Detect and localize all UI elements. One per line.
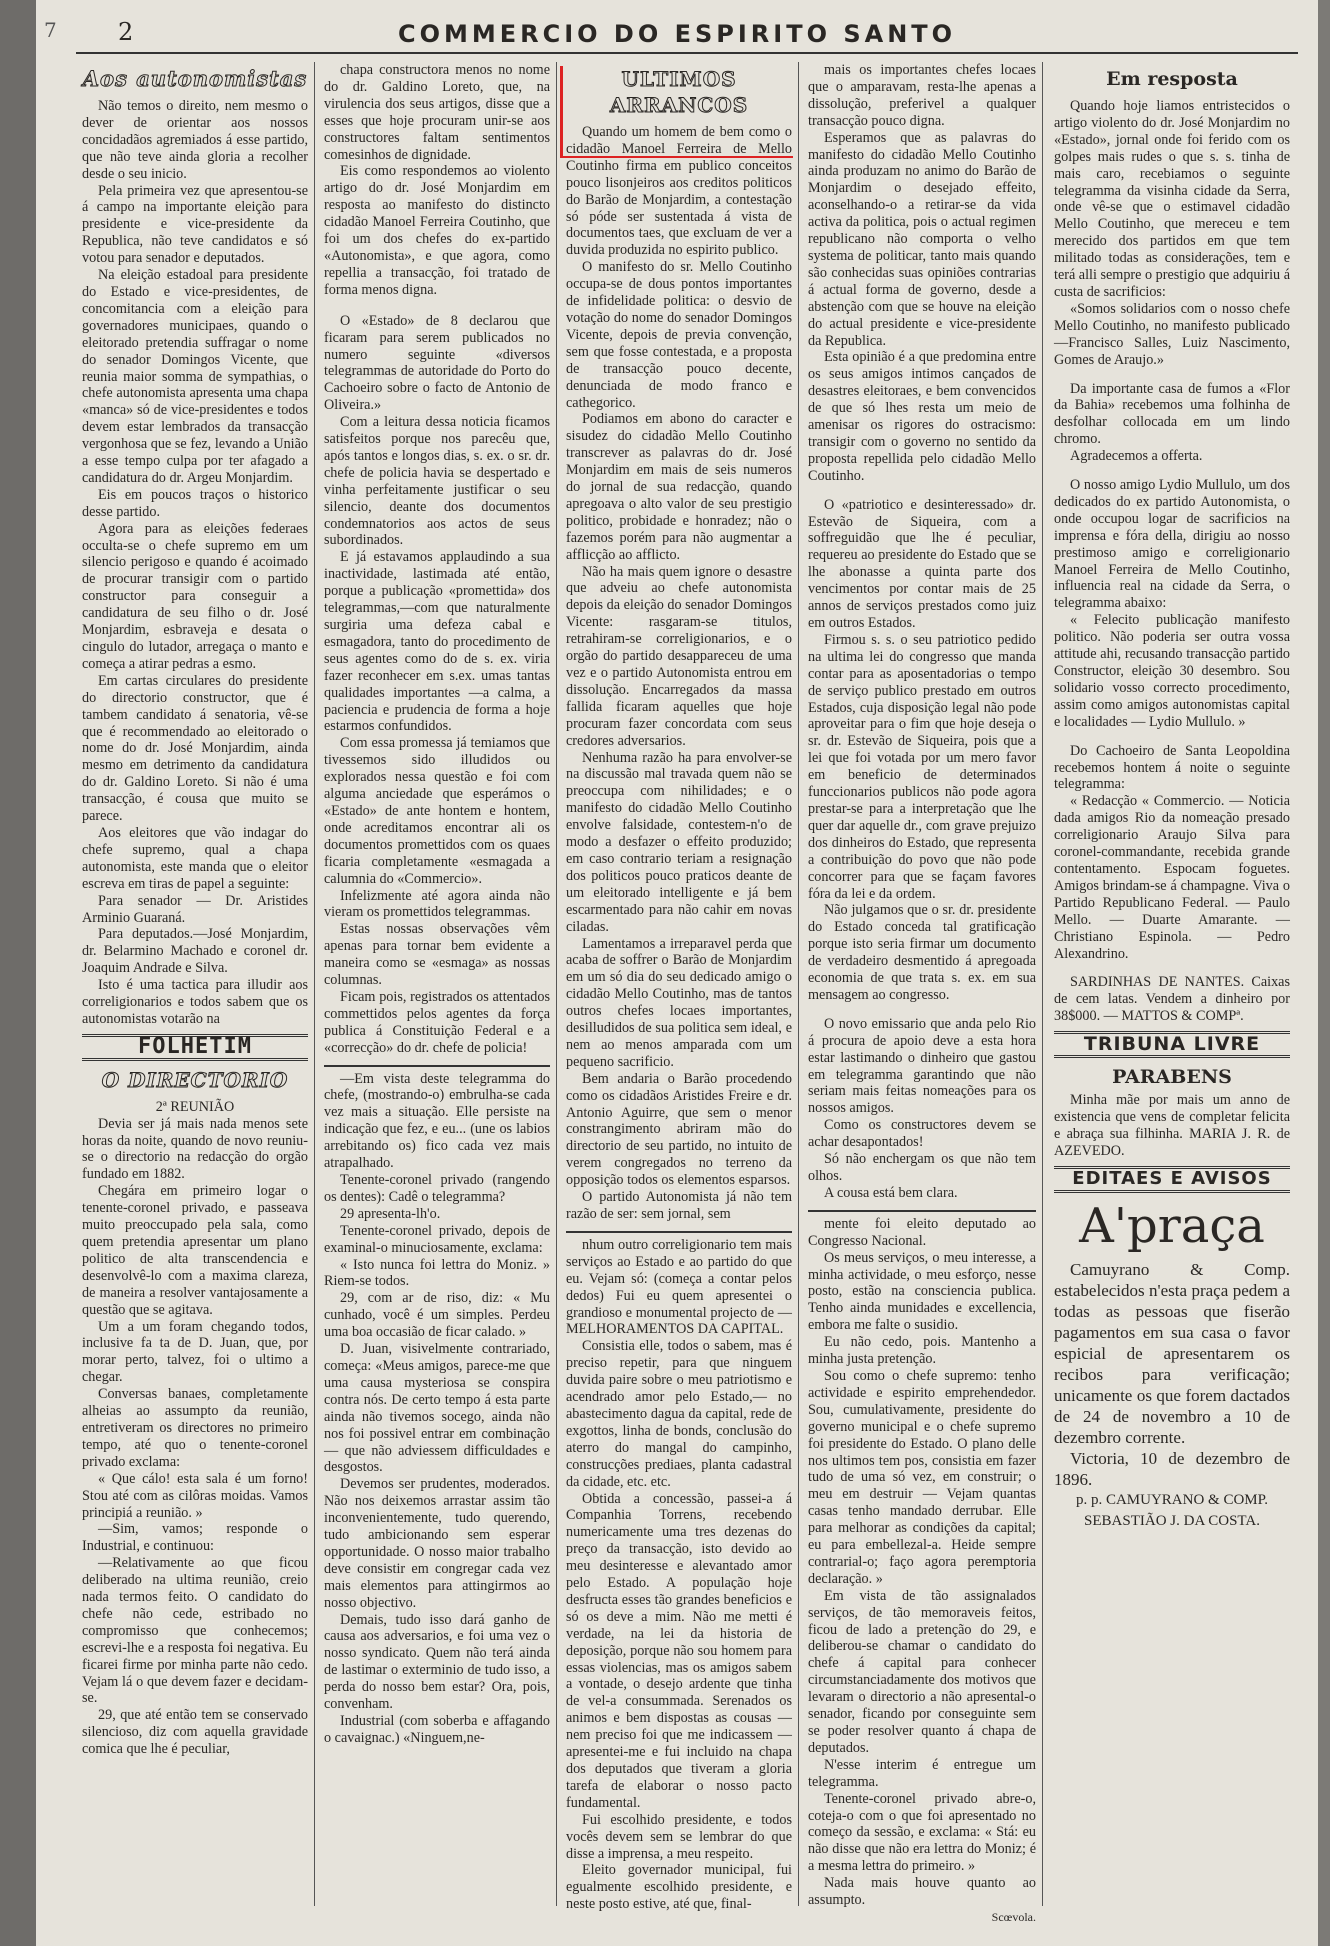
signature: Scœvola.: [991, 1909, 1036, 1924]
paragraph: Quando um homem de bem como o cidadão Manoel Ferreira de Mello Coutinho firma em publico conceitos pouco lisonjeiros aos creditos politicos do Barão de Monjardim, a contestação só póde ser sustentada á vista de documentos taes, que excluam de ver a duvida produzida no espirito publico.: [566, 124, 792, 259]
paragraph: N'esse interim é entregue um telegramma.: [808, 1756, 1036, 1790]
scan-margin: [0, 0, 36, 1946]
paragraph: Devemos ser prudentes, moderados. Não nos deixemos arrastar assim tão inconvenientemente, tudo querendo, tudo ambicionando sem esperar opportunidade. O nosso maior trabalho deve consistir em congregar cada vez mais elementos para attingirmos ao nosso objectivo.: [324, 1476, 550, 1611]
masthead: [36, 6, 1318, 54]
paragraph: Do Cachoeiro de Santa Leopoldina recebemos hontem á noite o seguinte telegramma:: [1054, 742, 1290, 793]
paragraph: Tenente-coronel privado, depois de examinal-o minuciosamente, exclama:: [324, 1222, 550, 1256]
paragraph: Os meus serviços, o meu interesse, a minha actividade, o meu esforço, nesse posto, estão na consciencia publica. Tenho ainda munidades e excellencia, embora me falte o susidio.: [808, 1249, 1036, 1334]
ad-text: Camuyrano & Comp. estabelecidos n'esta praça pedem a todas as pessoas que fiserão pagamentos em sua casa o favor espicial de apresentarem os recibos para verificação; unicamente os que forem dactados de 24 de novembro a 10 de dezembro corrente.: [1054, 1259, 1290, 1447]
paragraph: Quando hoje liamos entristecidos o artigo violento do dr. José Monjardim no «Estado», jornal onde foi ferido com os golpes mais rudes o que s. s. tinha de mais caro, recebiamos o seguinte telegramma da visinha cidade da Serra, onde vê-se que o estimavel cidadão Mello Coutinho, que mereceu e tem merecido dos partidos em que tem militado todas as considerações, tem e terá alli sempre o prestigio que adquiriu á custa de sacrificios:: [1054, 98, 1290, 300]
folhetim-label: FOLHETIM: [82, 1034, 308, 1061]
paragraph: O manifesto do sr. Mello Coutinho occupa-se de dous pontos importantes de infidelidade politica: o desvio de votação do nome do senador Domingos Vicente, depois de previa convenção, sem que fosse contestada, e a proposta de transacção pouco decente, denunciada de modo franco e cathegorico.: [566, 259, 792, 411]
paragraph: Eis em poucos traços o historico desse partido.: [82, 486, 308, 520]
paragraph: Na eleição estadoal para presidente do Estado e vice-presidentes, de concomitancia com a eleição para governadores municipaes, quando o eleitorado pretendia suffragar o nome do senador Domingos Vicente, que reunia maior somma de sympathias, o chefe autonomista apresenta uma chapa «manca» só de vice-presidentes e todos devem estar lembrados da transacção vergonhosa que se fez, levando a União a esse tempo culpa por ter afagado a candidatura do dr. Argeu Monjardim.: [82, 267, 308, 486]
paragraph: « Isto nunca foi lettra do Moniz. » Riem-se todos.: [324, 1256, 550, 1290]
paragraph: 29, com ar de riso, diz: « Mu cunhado, você é um simples. Perdeu uma boa occasião de ficar calado. »: [324, 1290, 550, 1341]
column-3: [560, 62, 798, 1913]
folhetim-title: O DIRECTORIO: [101, 1067, 289, 1092]
paragraph: Em vista de tão assignalados serviços, de tão memoraveis feitos, ficou de lado a pretenção do 29, e deliberou-se chamar o candidato do chefe á capital para conhecer circumstanciadamente dos motivos que levaram o directorio a não apresental-o senador, ficando por conseguinte sem se poder resolver quanto á chapa de deputados.: [808, 1587, 1036, 1756]
paragraph: Minha mãe por mais um anno de existencia que vens de completar felicita e abraça sua filhinha. MARIA J. R. de AZEVEDO.: [1054, 1092, 1290, 1159]
paragraph: Em cartas circulares do presidente do directorio constructor, que é tambem candidato á senatoria, vê-se que é recommendado ao eleitorado o nome do dr. José Monjardim, ainda mesmo em detrimento da candidatura do dr. Galdino Loreto. Si não é uma transacção, é cousa que muito se parece.: [82, 672, 308, 825]
paragraph: Não temos o direito, nem mesmo o dever de orientar aos nossos concidadãos agremiados á esse partido, que não teve ainda gloria a recolher desde o seu inicio.: [82, 98, 308, 182]
newspaper-title: COMMERCIO DO ESPIRITO SANTO: [397, 20, 957, 48]
paragraph: Aos eleitores que vão indagar do chefe supremo, qual a chapa autonomista, este manda que o eleitor escreva em tiras de papel a seguinte:: [82, 824, 308, 892]
paragraph: A cousa está bem clara.: [824, 1184, 958, 1201]
paragraph: Da importante casa de fumos a «Flor da Bahia» recebemos uma folhinha de desfolhar collocada em um lindo chromo.: [1054, 380, 1290, 448]
paragraph: Bem andaria o Barão procedendo como os cidadãos Aristides Freire e dr. Antonio Aguirre, que sem o menor constrangimento abriram mão do directorio de seu partido, no intuito de verem congregados no terreno da opposição todos os elementos esparsos.: [566, 1070, 792, 1189]
paragraph: D. Juan, visivelmente contrariado, começa: «Meus amigos, parece-me que uma causa mysteriosa se conspira contra nós. De certo tempo á esta parte ainda não tivemos socego, ainda não nos foi possivel entrar em combinação — que não adviessem difficuldades e desgostos.: [324, 1341, 550, 1476]
header-rule: [76, 52, 1298, 54]
paragraph: O nosso amigo Lydio Mullulo, um dos dedicados do ex partido Autonomista, o onde occupou logar de sacrificios na imprensa e fóra della, dirigiu ao nosso prestimoso amigo e correligionario Manoel Ferreira de Mello Coutinho, influencia real na cidade da Serra, o telegramma abaixo:: [1054, 477, 1290, 612]
paragraph: 29, que até então tem se conservado silencioso, diz com aquella gravidade comica que lhe é peculiar,: [82, 1707, 308, 1758]
paragraph: Chegára em primeiro logar o tenente-coronel privado, e passeava muito preoccupado pela sala, como quem pretendia apresentar um plano politico de alta transcendencia e desenvolvê-lo com a maxima clareza, de maneira a resolver vantajosamente a questão que se agitava.: [82, 1183, 308, 1318]
paragraph: Devia ser já mais nada menos sete horas da noite, quando de novo reuniu-se o directorio na redacção do orgão fundado em 1882.: [82, 1115, 308, 1183]
paragraph: Não julgamos que o sr. dr. presidente do Estado conceda tal gratificação porque isto seria firmar um documento de verdadeiro desmentido á apregoada economia de que trata s. ex. em sua mensagem ao congresso.: [808, 902, 1036, 1003]
margin-mark: 7: [44, 18, 57, 42]
paragraph: chapa constructora menos no nome do dr. Galdino Loreto, que, na virulencia dos seus artigos, disse que a esses que hoje procuram unir-se aos constructores faltam sentimentos comesinhos de dignidade.: [324, 62, 550, 163]
paragraph: —Sim, vamos; responde o Industrial, e continuou:: [82, 1521, 308, 1555]
column-divider: [314, 62, 315, 1906]
folhetim-rule: [324, 1065, 550, 1067]
paragraph: Ficam pois, registrados os attentados commettidos pelos agentes da força publica á Constituição Federal e a «correcção» do dr. chefe de policia!: [324, 988, 550, 1056]
paragraph: Tenente-coronel privado (rangendo os dentes): Cadê o telegramma?: [324, 1172, 550, 1205]
paragraph: « Felecito publicação manifesto politico. Não poderia ser outra vossa attitude ahi, recusando transacção partido Constructor, eleição 30 desembro. Sou solidario vosso correcto procedimento, assim como amigos autonomistas capital e localidades — Lydio Mullulo. »: [1054, 612, 1290, 730]
paragraph: Esperamos que as palavras do manifesto do cidadão Mello Coutinho ainda produzam no animo do Barão de Monjardim o desejado effeito, aconselhando-o a retirar-se da vida activa da politica, pois o actual regimen republicano não comporta o velho systema de politicar, tanto mais quando são conhecidas suas opiniões contrarias á actual forma de governo, desde a abstenção com que se houve na eleição do actual presidente e vice-presidente da Republica.: [808, 129, 1036, 349]
paragraph: Conversas banaes, completamente alheias ao assumpto da reunião, entretiveram os directores no primeiro tempo, até quo o tenente-coronel privado exclama:: [82, 1386, 308, 1470]
article-heading: ULTIMOS ARRANCOS: [609, 67, 749, 117]
paragraph: Agradecemos a offerta.: [1070, 448, 1203, 465]
folhetim-rule: [566, 1231, 792, 1233]
paragraph: Eis como respondemos ao violento artigo do dr. José Monjardim em resposta ao manifesto do distincto cidadão Manoel Ferreira Coutinho, que foi um dos chefes do ex-partido «Autonomista», e que agora, como repellia a transacção, foi tratado de forma menos digna.: [324, 163, 550, 298]
paragraph: O novo emissario que anda pelo Rio á procura de apoio deve a esta hora estar lastimando o dinheiro que gastou em telegramma garantindo que não seriam mais feitas nomeações para os nossos amigos.: [808, 1015, 1036, 1117]
paragraph: —Em vista deste telegramma do chefe, (mostrando-o) embrulha-se cada vez mais a situação. Elle persiste na indicação que fez, e eu... (une os labios arrebitando os) fico cada vez mais atrapalhado.: [324, 1070, 550, 1172]
paragraph: Obtida a concessão, passei-a á Companhia Torrens, recebendo numericamente uma tres dezenas do preço da transacção, isto devido ao meu desinteresse e alevantado amor pelo Estado. A população hoje desfructa esses tão grandes beneficios e só os deve a mim. Não me metti é verdade, na lei da historia de deposição, porque não sou homem para essas violencias, mas os amigos sabem a vontade, o desejo ardente que tinha de vel-a consummada. Serenados os animos e bem dispostas as cousas — nem preciso foi que me indicassem — apresentei-me e fui incluido na chapa dos deputados que tiveram a gloria tarefa de elaborar o nosso pacto fundamental.: [566, 1490, 792, 1811]
paragraph: Eleito governador municipal, fui egualmente escolhido presidente, e neste posto estive, até que, final-: [566, 1862, 792, 1913]
column-2: [318, 62, 556, 1906]
paragraph: Não ha mais quem ignore o desastre que adveiu ao chefe autonomista depois da eleição do senador Domingos Vicente: rasgaram-se titulos, retrahiram-se correligionarios, e o orgão do partido desappareceu de uma vez e o partido Autonomista entrou em dissolução. Encarregados da massa fallida ficaram aquelles que hoje procuram fazer concordata com seus credores adversarios.: [566, 563, 792, 749]
column-divider: [1042, 62, 1043, 1906]
column-5: [1048, 62, 1296, 1906]
paragraph: O partido Autonomista já não tem razão de ser: sem jornal, sem: [566, 1189, 792, 1222]
ad-signature: p. p. CAMUYRANO & COMP. SEBASTIÃO J. DA COSTA.: [1075, 1491, 1269, 1529]
paragraph: Sou como o chefe supremo: tenho actividade e espirito emprehendedor. Sou, cumulativamente, presidente do governo municipal e o chefe supremo foi presidente do Estado. O plano delle nos ultimos tem pos, consistia em fazer tudo de uma só vez, em construir; o meu em destruir — Vejam quantas casas tenho mandado derrubar. Elle para melhorar as condições da capital; eu para embellezal-a. Heide sempre contrarial-o; faço agora peremptoria declaração. »: [808, 1367, 1036, 1587]
parabens-heading: PARABENS: [1112, 1066, 1232, 1089]
paragraph: nhum outro correligionario tem mais serviços ao Estado e ao partido do que eu. Vejam só: (começa a contar pelos dedos) Fui eu quem apresentei o grandioso e monumental projecto de — MELHORAMENTOS DA CAPITAL.: [566, 1236, 792, 1338]
folhetim-rule: [808, 1210, 1036, 1212]
paragraph: Só não enchergam os que não tem olhos.: [808, 1151, 1036, 1184]
paragraph: Pela primeira vez que apresentou-se á campo na importante eleição para presidente e vice-presidente da Republica, não teve candidatos e só votou para senador e deputados.: [82, 182, 308, 267]
paragraph: Agora para as eleições federaes occulta-se o chefe supremo em um silencio perigoso e quando é acoimado de procurar transigir com o partido constructor para conseguir a candidatura de seu filho o dr. José Monjardim, esbraveja e desata o cingulo do lutador, arregaça o manto e começa a atirar pedras a esmo.: [82, 520, 308, 672]
paragraph: E já estavamos applaudindo a sua inactividade, lastimada até então, porque a publicação «promettida» dos telegrammas,—com que naturalmente surgiria uma defeza cabal e esmagadora, tanto do procedimento de seus agentes como do de s. ex. viria fazer reconhecer em s.ex. umas tantas qualidades importantes —a calma, a paciencia e prudencia de forma a hoje estarmos confundidos.: [324, 549, 550, 735]
column-4: [802, 62, 1042, 1924]
ad-title: A'praça: [1079, 1197, 1265, 1254]
paragraph: Fui escolhido presidente, e todos vocês devem sem se lembrar do que disse a imprensa, a meu respeito.: [566, 1811, 792, 1862]
paragraph: « Redacção « Commercio. — Noticia dada amigos Rio da nomeação presado correligionario Araujo Silva para coronel-commandante, recebida grande contentamento. Espocam foguetes. Amigos brindam-se á champagne. Viva o Partido Republicano Federal. — Paulo Mello. — Duarte Amarante. —Christiano Espinola. — Pedro Alexandrino.: [1054, 793, 1290, 962]
paragraph: « Que cálo! esta sala é um forno! Stou até com as cilôras moidas. Vamos principiá a reunião. »: [82, 1470, 308, 1521]
paragraph: Isto é uma tactica para illudir aos correligionarios e todos sabem que os autonomistas votarão na: [82, 977, 308, 1027]
paragraph: Nada mais houve quanto ao assumpto.: [808, 1875, 1036, 1909]
paragraph: mente foi eleito deputado ao Congresso Nacional.: [808, 1215, 1036, 1249]
column-1: [76, 62, 314, 1906]
paragraph: Como os constructores devem se achar desapontados!: [808, 1117, 1036, 1151]
paragraph: Lamentamos a irreparavel perda que acaba de soffrer o Barão de Monjardim em um só dia do seu dedicado amigo o cidadão Mello Coutinho, mas de tantos outros chefes locaes importantes, desilludidos de sua politica sem ideal, e nem ao menos amparada com um pequeno sacrificio.: [566, 935, 792, 1070]
paragraph: Com a leitura dessa noticia ficamos satisfeitos porque nos parecêu que, após tantos e longos dias, s. ex. o sr. dr. chefe de policia havia se despertado e vinha perfeitamente justificar o seu silencio, deante dos documentos condemnatorios aos actos de seus subordinados.: [324, 414, 550, 549]
paragraph: Demais, tudo isso dará ganho de causa aos adversarios, e foi uma vez o nosso syndicato. Quem não terá ainda de lastimar o exterminio de tudo isso, a perda do nosso bem estar? Ora, pois, convenham.: [324, 1611, 550, 1713]
paragraph: SARDINHAS DE NANTES. Caixas de cem latas. Vendem a dinheiro por 38$000. — MATTOS & COMPª.: [1054, 974, 1290, 1025]
paragraph: Estas nossas observações vêm apenas para tornar bem evidente a maneira como se «esmaga» as nossas columnas.: [324, 921, 550, 989]
paragraph: Consistia elle, todos o sabem, mas é preciso repetir, para que ninguem duvida paire sobre o meu patriotismo e acendrado amor pelo Estado,— no abastecimento dagua da capital, rede de exgottos, linha de bonds, conclusão do aterro do mangal do campinho, construcções prediaes, planta cadastral da cidade, etc. etc.: [566, 1338, 792, 1490]
ad-date: Victoria, 10 de dezembro de 1896.: [1054, 1448, 1290, 1489]
paragraph: O «patriotico e desinteressado» dr. Estevão de Siqueira, com a soffreguidão que lhe é peculiar, requereu ao presidente do Estado que se lhe abonasse a quinta parte dos vencimentos por contar mais de 25 annos de serviços prestados como juiz em outros Estados.: [808, 496, 1036, 631]
paragraph: «Somos solidarios com o nosso chefe Mello Coutinho, no manifesto publicado —Francisco Salles, Luiz Nascimento, Gomes de Araujo.»: [1054, 300, 1290, 368]
paragraph: Um a um foram chegando todos, inclusive fa ta de D. Juan, que, por morar perto, talvez, foi o ultimo a chegar.: [82, 1318, 308, 1386]
paragraph: Firmou s. s. o seu patriotico pedido na ultima lei do congresso que manda contar para as aposentadorias o tempo de serviço publico prestado em outros Estados, cuja disposição legal não pode aproveitar para o fim que hoje deseja o sr. dr. Estevão de Siqueira, pois que a lei que foi votada por um mero favor em beneficio de determinados funccionarios publicos não pode agora prestar-se para a interpretação que lhe quer dar aquelle dr., com grave prejuizo dos dinheiros do Estado, que representa a contribuição do povo que não pode concorrer para que se façam favores fóra da lei e da ordem.: [808, 631, 1036, 902]
paragraph: mais os importantes chefes locaes que o amparavam, resta-lhe apenas a dissolução, preferivel a qualquer transacção pouco digna.: [808, 62, 1036, 129]
paragraph: Para senador — Dr. Aristides Arminio Guaraná.: [82, 892, 308, 926]
column-divider: [798, 62, 799, 1906]
article-heading: Em resposta: [1106, 68, 1238, 90]
paragraph: O «Estado» de 8 declarou que ficaram para serem publicados no numero seguinte «diversos telegrammas de autoridade do Porto do Cachoeiro sobre o facto de Antonio de Oliveira.»: [324, 312, 550, 414]
paragraph: Podiamos em abono do caracter e sisudez do cidadão Mello Coutinho transcrever as palavras do dr. José Monjardim em mais de seis numeros do jornal de sua redacção, quando apregoava o alto valor de seu prestigio politico, probidade e honradez; não o fazemos porém para não augmentar a afflicção ao afflicto.: [566, 411, 792, 563]
paragraph: Infelizmente até agora ainda não vieram os promettidos telegrammas.: [324, 887, 550, 921]
page-number: 2: [118, 18, 134, 46]
paragraph: Para deputados.—José Monjardim, dr. Belarmino Machado e coronel dr. Joaquim Andrade e Silva.: [82, 926, 308, 977]
paragraph: Tenente-coronel privado abre-o, coteja-o com o que foi apresentado no começo da sessão, e exclama: « Stá: eu não disse que não era lettra do Moniz; é a mesma lettra do primeiro. »: [808, 1790, 1036, 1875]
newspaper-page: [36, 0, 1318, 1946]
editaes-heading: EDITAES E AVISOS: [1054, 1166, 1290, 1193]
paragraph: 29 apresenta-lh'o.: [340, 1205, 441, 1222]
tribuna-livre-heading: TRIBUNA LIVRE: [1054, 1031, 1290, 1058]
paragraph: Com essa promessa já temiamos que tivessemos sido illudidos ou explorados nessa questão e foi com alguma anciedade que esperámos o «Estado» de ante hontem e hontem, onde acreditamos encontrar ali os documentos promettidos com os quaes ficaria completamente «esmagada a calumnia do «Commercio».: [324, 735, 550, 887]
column-divider: [556, 62, 557, 1906]
paragraph: Industrial (com soberba e affagando o cavaignac.) «Ninguem,ne-: [324, 1713, 550, 1746]
paragraph: Eu não cedo, pois. Mantenho a minha justa pretenção.: [808, 1334, 1036, 1368]
paragraph: —Relativamente ao que ficou deliberado na ultima reunião, creio nada termos feito. O candidato do chefe não cede, estribado no compromisso que conhecemos; escrevi-lhe e a resposta foi negativa. Eu ficarei firme por minha parte não cedo. Vejam lá o que devem fazer e decidam-se.: [82, 1555, 308, 1707]
paragraph: Esta opinião é a que predomina entre os seus amigos intimos cançados de desastres eleitoraes, e bem convencidos de que só lhes resta um meio de amenisar os rigores do ostracismo: transigir com o governo no sentido da proposta repellida pelo cidadão Mello Coutinho.: [808, 349, 1036, 484]
folhetim-subtitle: 2ª REUNIÃO: [155, 1098, 235, 1115]
article-heading: Aos autonomistas: [82, 66, 308, 91]
paragraph: Nenhuma razão ha para envolver-se na discussão mal travada quem não se preoccupa com nihilidades; e o manifesto do cidadão Mello Coutinho envolve falsidade, contestem-n'o de modo a desfazer o effeito produzido; em caso contrario teriam a resignação dos politicos pouco praticos deante de um eleitorado intelligente e já bem escarmentado para não cahir em novas ciladas.: [566, 749, 792, 935]
